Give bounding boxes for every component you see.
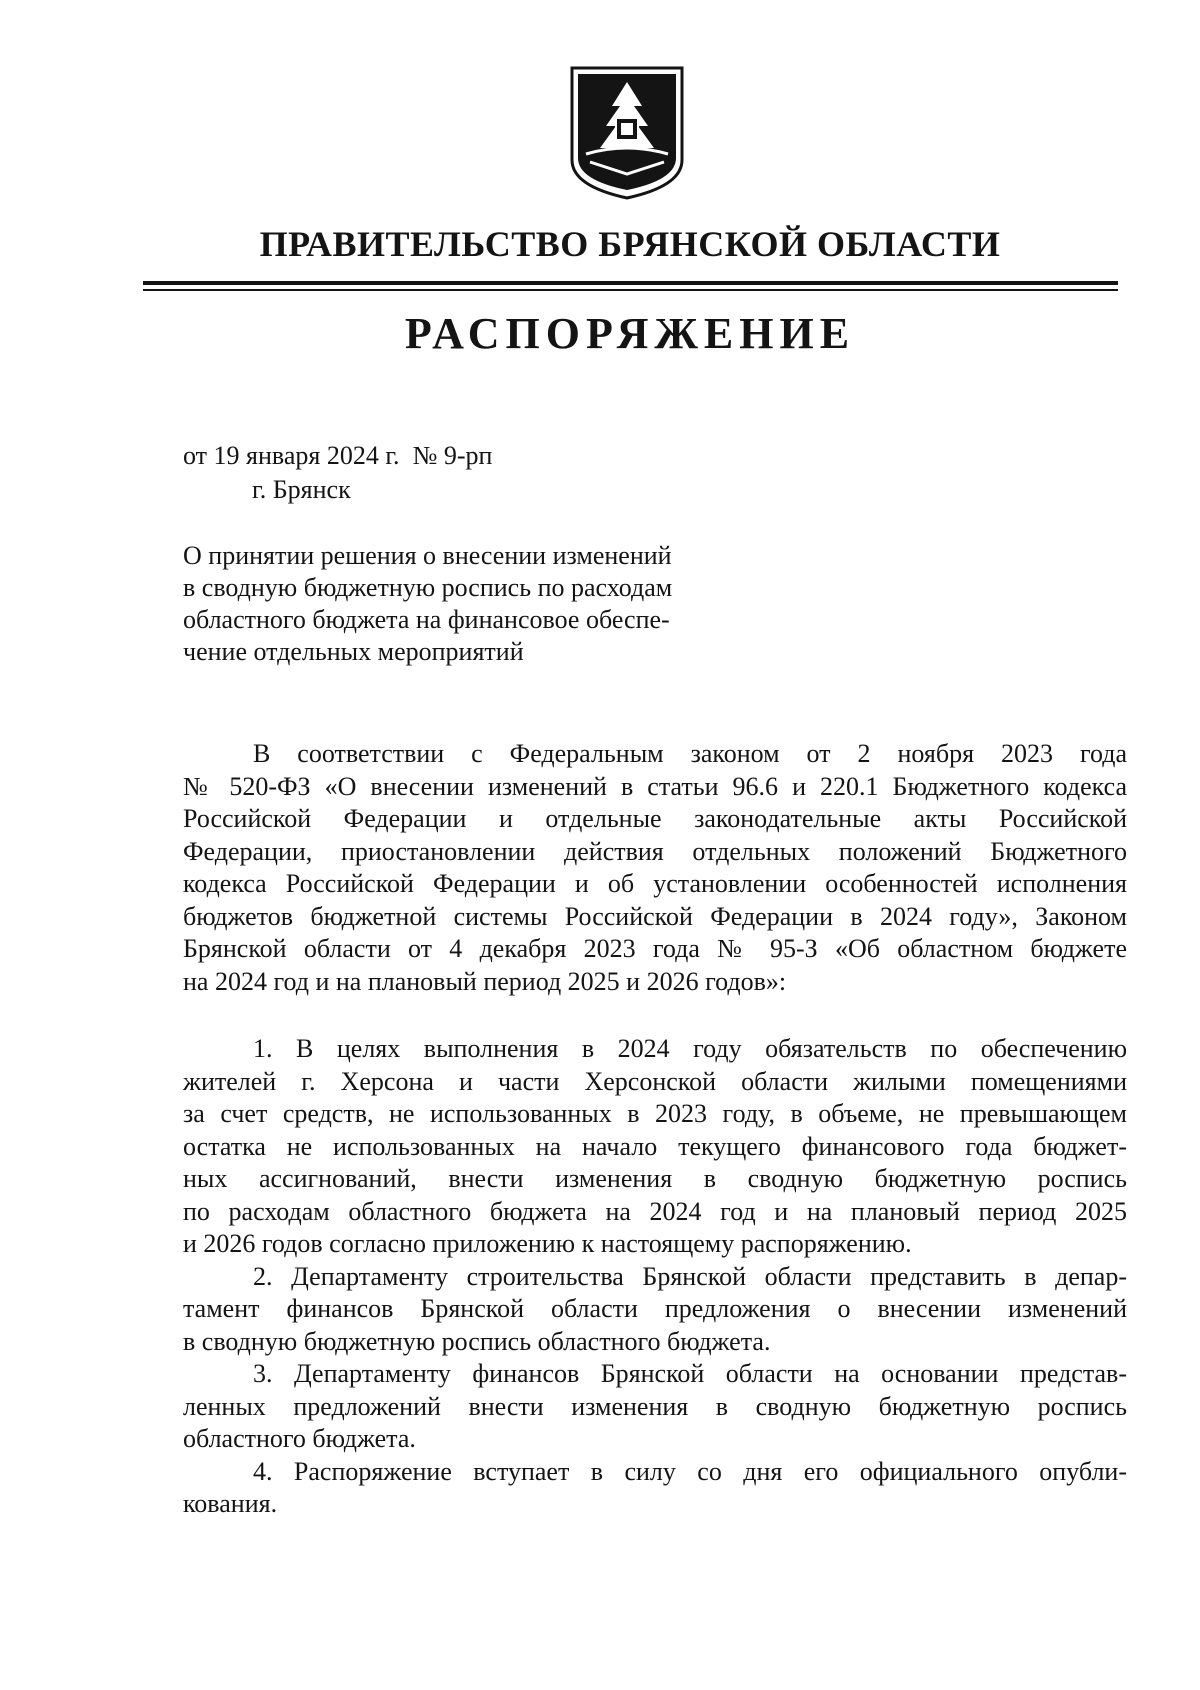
- item-line: жителей г. Херсона и части Херсонской области жилыми помещениями: [183, 1066, 1127, 1096]
- order-item-1: [183, 1033, 1127, 1261]
- item-line: тамент финансов Брянской области предложения о внесении изменений: [183, 1294, 1127, 1323]
- item-line: в сводную бюджетную роспись областного бюджета.: [183, 1326, 771, 1356]
- item-line: ленных предложений внести изменения в сводную бюджетную роспись: [183, 1391, 1127, 1421]
- preamble-paragraph: [183, 738, 1127, 998]
- document-type-title: РАСПОРЯЖЕНИЕ: [404, 309, 856, 358]
- item-line: 2. Департаменту строительства Брянской области представить в депар-: [253, 1261, 1127, 1291]
- document-subject: [183, 540, 743, 668]
- item-line: и 2026 годов согласно приложению к настоящему распоряжению.: [183, 1229, 912, 1258]
- preamble-line: кодекса Российской Федерации и об установлении особенностей исполнения: [183, 869, 1127, 898]
- item-line: 1. В целях выполнения в 2024 году обязательств по обеспечению: [253, 1034, 1127, 1063]
- order-item-2: [183, 1261, 1127, 1359]
- subject-line: в сводную бюджетную роспись по расходам: [183, 573, 673, 602]
- bryansk-oblast-coat-of-arms-icon: [568, 62, 686, 202]
- item-line: остатка не использованных на начало текущего финансового года бюджет-: [183, 1131, 1127, 1161]
- header-rule-thick: [143, 281, 1118, 285]
- order-item-3: [183, 1358, 1127, 1456]
- item-line: 4. Распоряжение вступает в силу со дня его официального опубли-: [253, 1456, 1127, 1486]
- subject-line: О принятии решения о внесении изменений: [183, 541, 672, 570]
- document-city: г. Брянск: [252, 475, 351, 504]
- item-line: 3. Департаменту финансов Брянской области на основании представ-: [253, 1359, 1127, 1388]
- item-line: за счет средств, не использованных в 2023 году, в объеме, не превышающем: [183, 1099, 1127, 1128]
- document-meta: [183, 440, 492, 472]
- preamble-line: № 520-ФЗ «О внесении изменений в статьи 96.6 и 220.1 Бюджетного кодекса: [183, 771, 1127, 801]
- item-line: кования.: [183, 1489, 278, 1518]
- preamble-line: бюджетов бюджетной системы Российской Федерации в 2024 году», Законом: [183, 901, 1127, 931]
- preamble-line: на 2024 год и на плановый период 2025 и 2026 годов»:: [183, 966, 787, 996]
- item-line: областного бюджета.: [183, 1424, 416, 1453]
- preamble-line: В соответствии с Федеральным законом от 2 ноября 2023 года: [253, 739, 1127, 768]
- order-items: [183, 1033, 1127, 1521]
- government-title: ПРАВИТЕЛЬСТВО БРЯНСКОЙ ОБЛАСТИ: [259, 224, 1001, 264]
- subject-line: областного бюджета на финансовое обеспе-: [183, 605, 670, 634]
- order-item-4: [183, 1456, 1127, 1521]
- preamble-line: Брянской области от 4 декабря 2023 года № 95-З «Об областном бюджете: [183, 934, 1127, 963]
- item-line: ных ассигнований, внести изменения в сводную бюджетную роспись: [183, 1164, 1127, 1193]
- document-date: от 19 января 2024 г.: [183, 441, 400, 470]
- preamble-line: Российской Федерации и отдельные законодательные акты Российской: [183, 804, 1127, 833]
- document-number: № 9-рп: [412, 441, 493, 470]
- subject-line: чение отдельных мероприятий: [183, 637, 524, 666]
- item-line: по расходам областного бюджета на 2024 год и на плановый период 2025: [183, 1196, 1127, 1226]
- preamble-line: Федерации, приостановлении действия отдельных положений Бюджетного: [183, 836, 1127, 866]
- header-rule-thin: [143, 289, 1118, 291]
